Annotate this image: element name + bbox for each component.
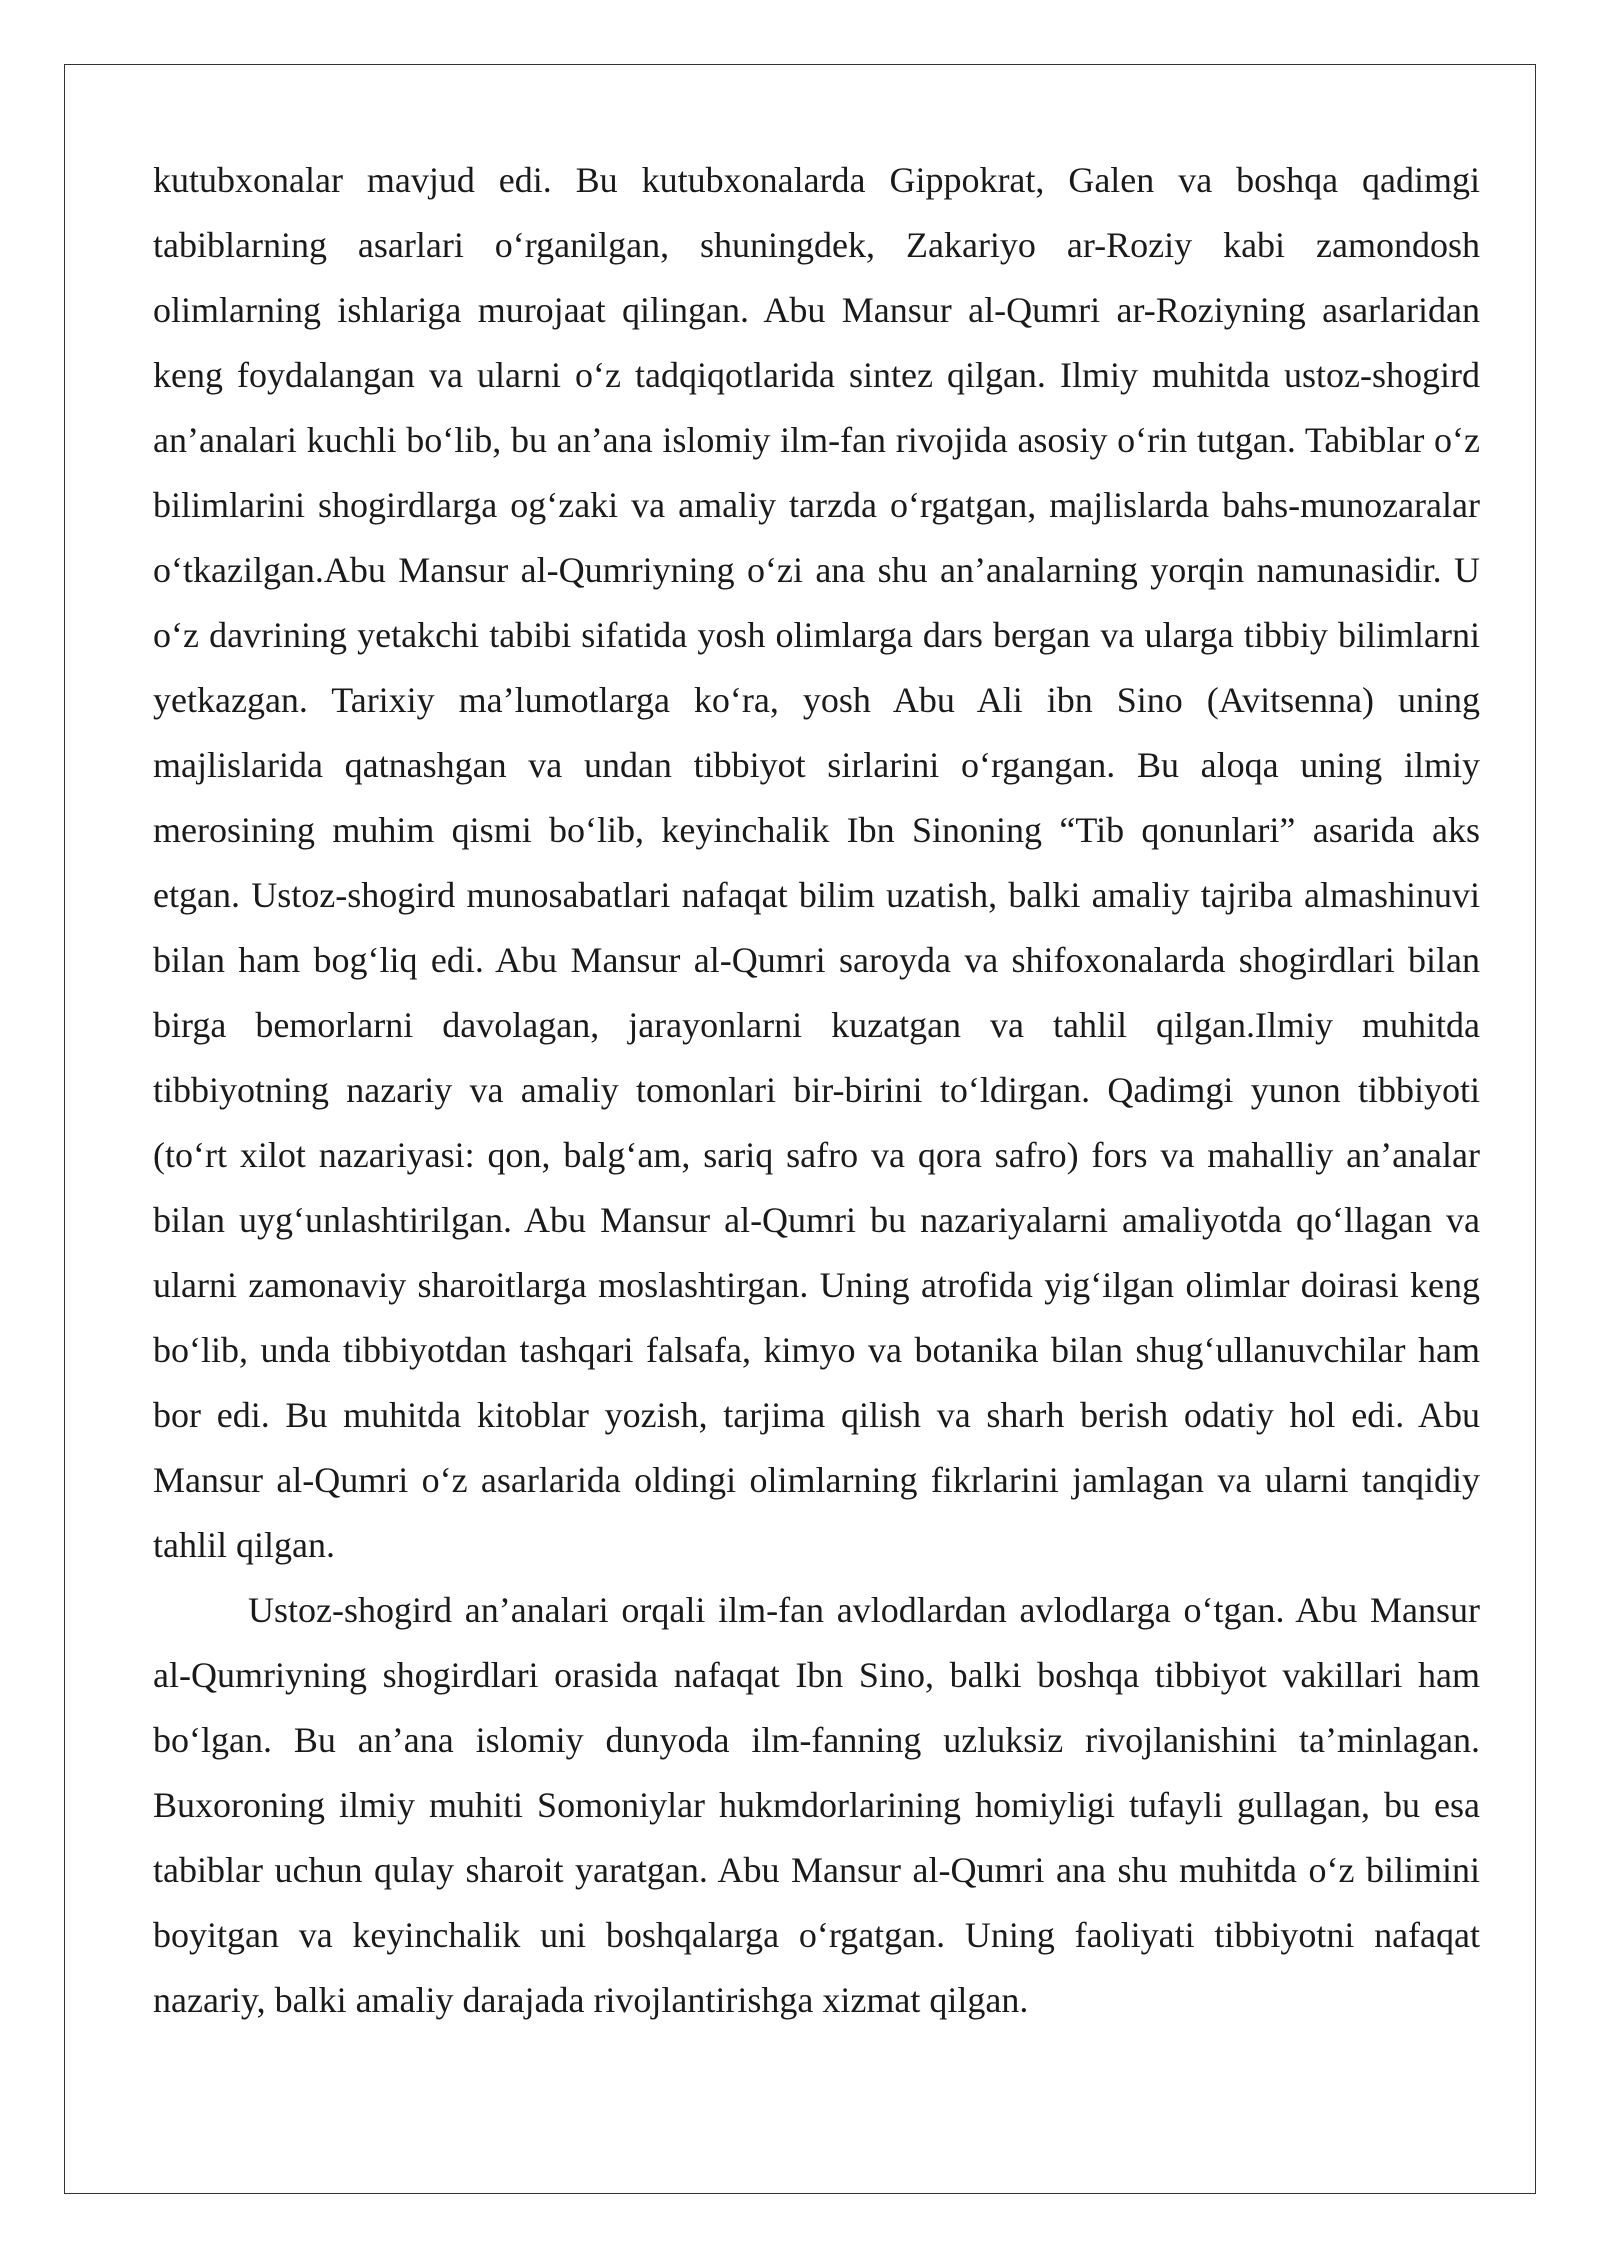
paragraph-1: kutubxonalar mavjud edi. Bu kutubxonalarda Gippokrat, Galen va boshqa qadimgi tabiblarning asarlari o‘rganilgan, shuningdek, Zakariyo ar-Roziy kabi zamondosh olimlarning ishlariga murojaat qilingan. Abu Mansur al-Qumri ar-Roziyning asarlaridan keng foydalangan va ularni o‘z tadqiqotlarida sintez qilgan. Ilmiy muhitda ustoz-shogird an’analari kuchli bo‘lib, bu an’ana islomiy ilm-fan rivojida asosiy o‘rin tutgan. Tabiblar o‘z bilimlarini shogirdlarga og‘zaki va amaliy tarzda o‘rgatgan, majlislarda bahs-munozaralar o‘tkazilgan.Abu Mansur al-Qumriyning o‘zi ana shu an’analarning yorqin namunasidir. U o‘z davrining yetakchi tabibi sifatida yosh olimlarga dars bergan va ularga tibbiy bilimlarni yetkazgan. Tarixiy ma’lumotlarga ko‘ra, yosh Abu Ali ibn Sino (Avitsenna) uning majlislarida qatnashgan va undan tibbiyot sirlarini o‘rgangan. Bu aloqa uning ilmiy merosining muhim qismi bo‘lib, keyinchalik Ibn Sinoning “Tib qonunlari” asarida aks etgan. Ustoz-shogird munosabatlari nafaqat bilim uzatish, balki amaliy tajriba almashinuvi bilan ham bog‘liq edi. Abu Mansur al-Qumri saroyda va shifoxonalarda shogirdlari bilan birga bemorlarni davolagan, jarayonlarni kuzatgan va tahlil qilgan.Ilmiy muhitda tibbiyotning nazariy va amaliy tomonlari bir-birini to‘ldirgan. Qadimgi yunon tibbiyoti (to‘rt xilot nazariyasi: qon, balg‘am, sariq safro va qora safro) fors va mahalliy an’analar bilan uyg‘unlashtirilgan. Abu Mansur al-Qumri bu nazariyalarni amaliyotda qo‘llagan va ularni zamonaviy sharoitlarga moslashtirgan. Uning atrofida yig‘ilgan olimlar doirasi keng bo‘lib, unda tibbiyotdan tashqari falsafa, kimyo va botanika bilan shug‘ullanuvchilar ham bor edi. Bu muhitda kitoblar yozish, tarjima qilish va sharh berish odatiy hol edi. Abu Mansur al-Qumri o‘z asarlarida oldingi olimlarning fikrlarini jamlagan va ularni tanqidiy tahlil qilgan.: [153, 160, 1480, 1565]
document-body: [153, 148, 1480, 2033]
paragraph-2: Ustoz-shogird an’analari orqali ilm-fan avlodlardan avlodlarga o‘tgan. Abu Mansur al-Qumriyning shogirdlari orasida nafaqat Ibn Sino, balki boshqa tibbiyot vakillari ham bo‘lgan. Bu an’ana islomiy dunyoda ilm-fanning uzluksiz rivojlanishini ta’minlagan. Buxoroning ilmiy muhiti Somoniylar hukmdorlarining homiyligi tufayli gullagan, bu esa tabiblar uchun qulay sharoit yaratgan. Abu Mansur al-Qumri ana shu muhitda o‘z bilimini boyitgan va keyinchalik uni boshqalarga o‘rgatgan. Uning faoliyati tibbiyotni nafaqat nazariy, balki amaliy darajada rivojlantirishga xizmat qilgan.: [153, 1590, 1480, 2020]
